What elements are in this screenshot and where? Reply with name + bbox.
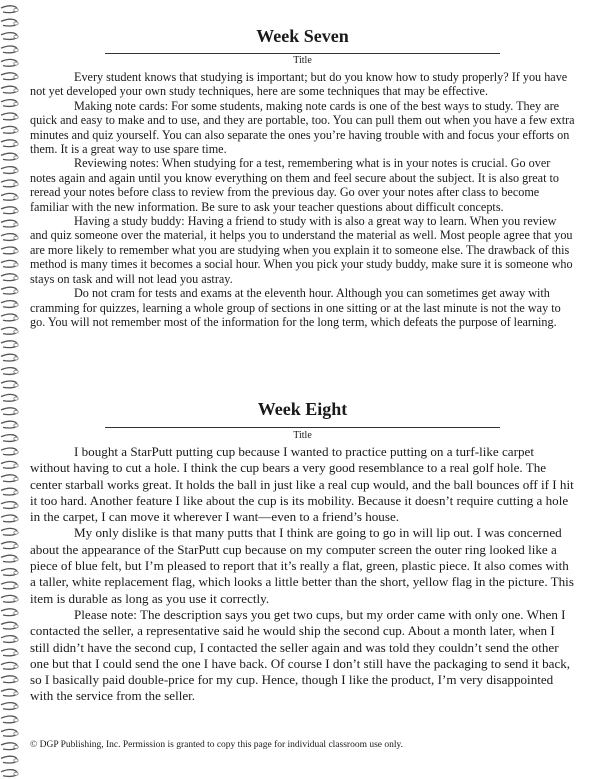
title-line-week-seven	[105, 53, 500, 54]
week-seven-heading: Week Seven	[256, 26, 349, 46]
title-label-week-eight: Title	[293, 430, 312, 441]
copyright-footer: © DGP Publishing, Inc. Permission is granted to copy this page for individual classroom use only.	[30, 740, 404, 750]
title-label-week-seven: Title	[293, 55, 312, 66]
paragraph: Do not cram for tests and exams at the eleventh hour. Although you can sometimes get away with cramming for quizzes, learning a whole group of sections in one sitting or at the last minute is not the way to go. You will not remember most of the information for the long term, which defeats the purpose of learning.	[30, 286, 561, 329]
paragraph: Making note cards: For some students, making note cards is one of the best ways to study. They are quick and easy to make and to use, and they are portable, too. You can pull them out when you have a few extra minutes and quiz yourself. You can also separate the ones you’re having trouble with and focus your efforts on them. It is a great way to use spare time.	[30, 98, 575, 157]
paragraph: Reviewing notes: When studying for a test, remembering what is in your notes is crucial. Go over notes again and again until you know everything on them and feel secure about the subject. It is also great to reread your notes before class to review from the previous day. Go over your notes after class to become familiar with the new information. Be sure to ask your teacher questions about difficult concepts.	[30, 156, 559, 214]
paragraph: I bought a StarPutt putting cup because I wanted to practice putting on a turf-like carpet without having to cut a hole. I think the cup bears a very good resemblance to a real golf hole. The center starball works great. It holds the ball in just like a real cup would, and the ball bounces off if I hit it too hard. Another feature I like about the cup is its mobility. Because it doesn’t require cutting a hole in the carpet, I can move it wherever I want—even to a friend’s house.	[30, 444, 574, 525]
paragraph: Please note: The description says you get two cups, but my order came with only one. When I contacted the seller, a representative said he would ship the second cup. About a month later, when I still didn’t have the second cup, I contacted the seller again and was told they couldn’t send the other one but that I could send the one I have back. Of course I don’t still have the packaging to send it back, so I basically paid double-price for my cup. Hence, though I like the product, I’m very disappointed with the service from the seller.	[30, 606, 571, 704]
paragraph: Having a study buddy: Having a friend to study with is also a great way to learn. When you review and quiz someone over the material, it helps you to understand the material as well. Most people agree that you are more likely to remember what you are studying when you explain it to someone else. The drawback of this method is many times it becomes a social hour. When you pick your study buddy, make sure it is someone who stays on task and will not lead you astray.	[30, 214, 573, 286]
spiral-binding	[0, 0, 22, 779]
week-eight-heading: Week Eight	[257, 399, 348, 419]
week-eight-body	[30, 444, 575, 705]
paragraph: My only dislike is that many putts that I think are going to go in will lip out. I was concerned about the appearance of the StarPutt cup because on my computer screen the outer ring looked like a piece of blue felt, but I’m pleased to report that it’s really a flat, green, plastic piece. It also comes with a taller, white replacement flag, which looks a little better than the short, yellow flag in the picture. This item is durable as long as you use it correctly.	[30, 525, 574, 606]
paragraph: Every student knows that studying is important; but do you know how to study properly? If you have not yet developed your own study techniques, here are some techniques that may be effective.	[30, 70, 568, 99]
worksheet-page	[30, 0, 575, 779]
week-seven-body	[30, 70, 575, 329]
spiral-binding-icon	[0, 0, 22, 779]
title-line-week-eight	[105, 427, 500, 428]
